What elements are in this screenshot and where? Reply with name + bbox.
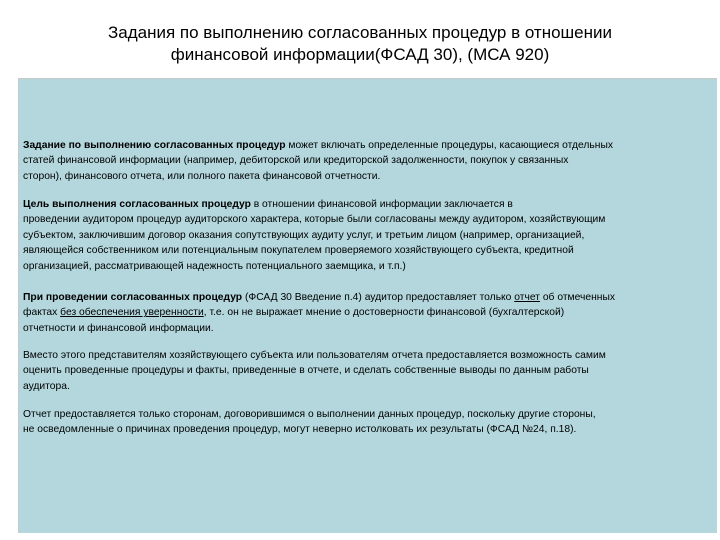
paragraph-line: организацией, рассматривающей надежность потенциального заемщика, и т.п.) [23, 260, 406, 272]
paragraph-distribution [23, 407, 596, 438]
paragraph-line: являющейся собственником или потенциальным покупателем проверяемого хозяйствующего субъекта, кредитной [23, 245, 574, 257]
paragraph-instead [23, 348, 606, 394]
bold-term: Цель выполнения согласованных процедур [23, 199, 251, 210]
bold-term: При проведении согласованных процедур [23, 292, 243, 303]
paragraph-line: оценить проведенные процедуры и факты, приведенные в отчете, и сделать собственные выводы по данным работы [23, 365, 589, 377]
title-line-1: Задания по выполнению согласованных процедур в отношении [107, 23, 613, 42]
line-text: в отношении финансовой информации заключается в [250, 199, 513, 210]
slide-title [60, 22, 660, 66]
paragraph-line: отчетности и финансовой информации. [23, 322, 214, 334]
paragraph-line: Вместо этого представителям хозяйствующего субъекта или пользователям отчета предоставляется возможность самим [23, 350, 606, 361]
line-text: , т.е. он не выражает мнение о достоверности финансовой (бухгалтерской) [203, 307, 565, 319]
paragraph-line: проведении аудитором процедур аудиторского характера, которые были согласованы между аудитором, хозяйствующим [23, 214, 606, 226]
content-box [18, 78, 717, 533]
paragraph-line: Отчет предоставляется только сторонам, договорившимся о выполнении данных процедур, поскольку другие стороны, [23, 409, 596, 420]
paragraph-line: аудитора. [23, 380, 70, 392]
paragraph-goal [23, 197, 605, 274]
paragraph-scope [23, 138, 613, 184]
line-text: (ФСАД 30 Введение п.4) аудитор предоставляет только [242, 292, 515, 303]
paragraph-line [23, 290, 615, 305]
paragraph-line: не осведомленные о причинах проведения процедур, могут неверно истолковать их результаты (ФСАД №24, п.18). [23, 424, 577, 436]
line-text: фактах [23, 307, 61, 319]
paragraph-line: статей финансовой информации (например, дебиторской или кредиторской задолженности, покупок у связанных [23, 155, 569, 167]
underlined-text: отчет [514, 292, 540, 303]
title-line-2: финансовой информации(ФСАД 30), (МСА 920) [170, 45, 550, 64]
paragraph-report [23, 290, 615, 336]
paragraph-line [23, 138, 613, 153]
paragraph-line [23, 197, 605, 212]
line-text: может включать определенные процедуры, касающиеся отдельных [285, 140, 613, 151]
line-text: об отмеченных [539, 292, 616, 303]
underlined-text: без обеспечения уверенности [60, 307, 204, 319]
paragraph-line: субъектом, заключившим договор оказания сопутствующих аудиту услуг, и третьим лицом (например, организацией, [23, 229, 585, 241]
paragraph-line: сторон), финансового отчета, или полного пакета финансовой отчетности. [23, 170, 381, 182]
bold-term: Задание по выполнению согласованных процедур [23, 140, 286, 151]
paragraph-line [23, 305, 615, 320]
